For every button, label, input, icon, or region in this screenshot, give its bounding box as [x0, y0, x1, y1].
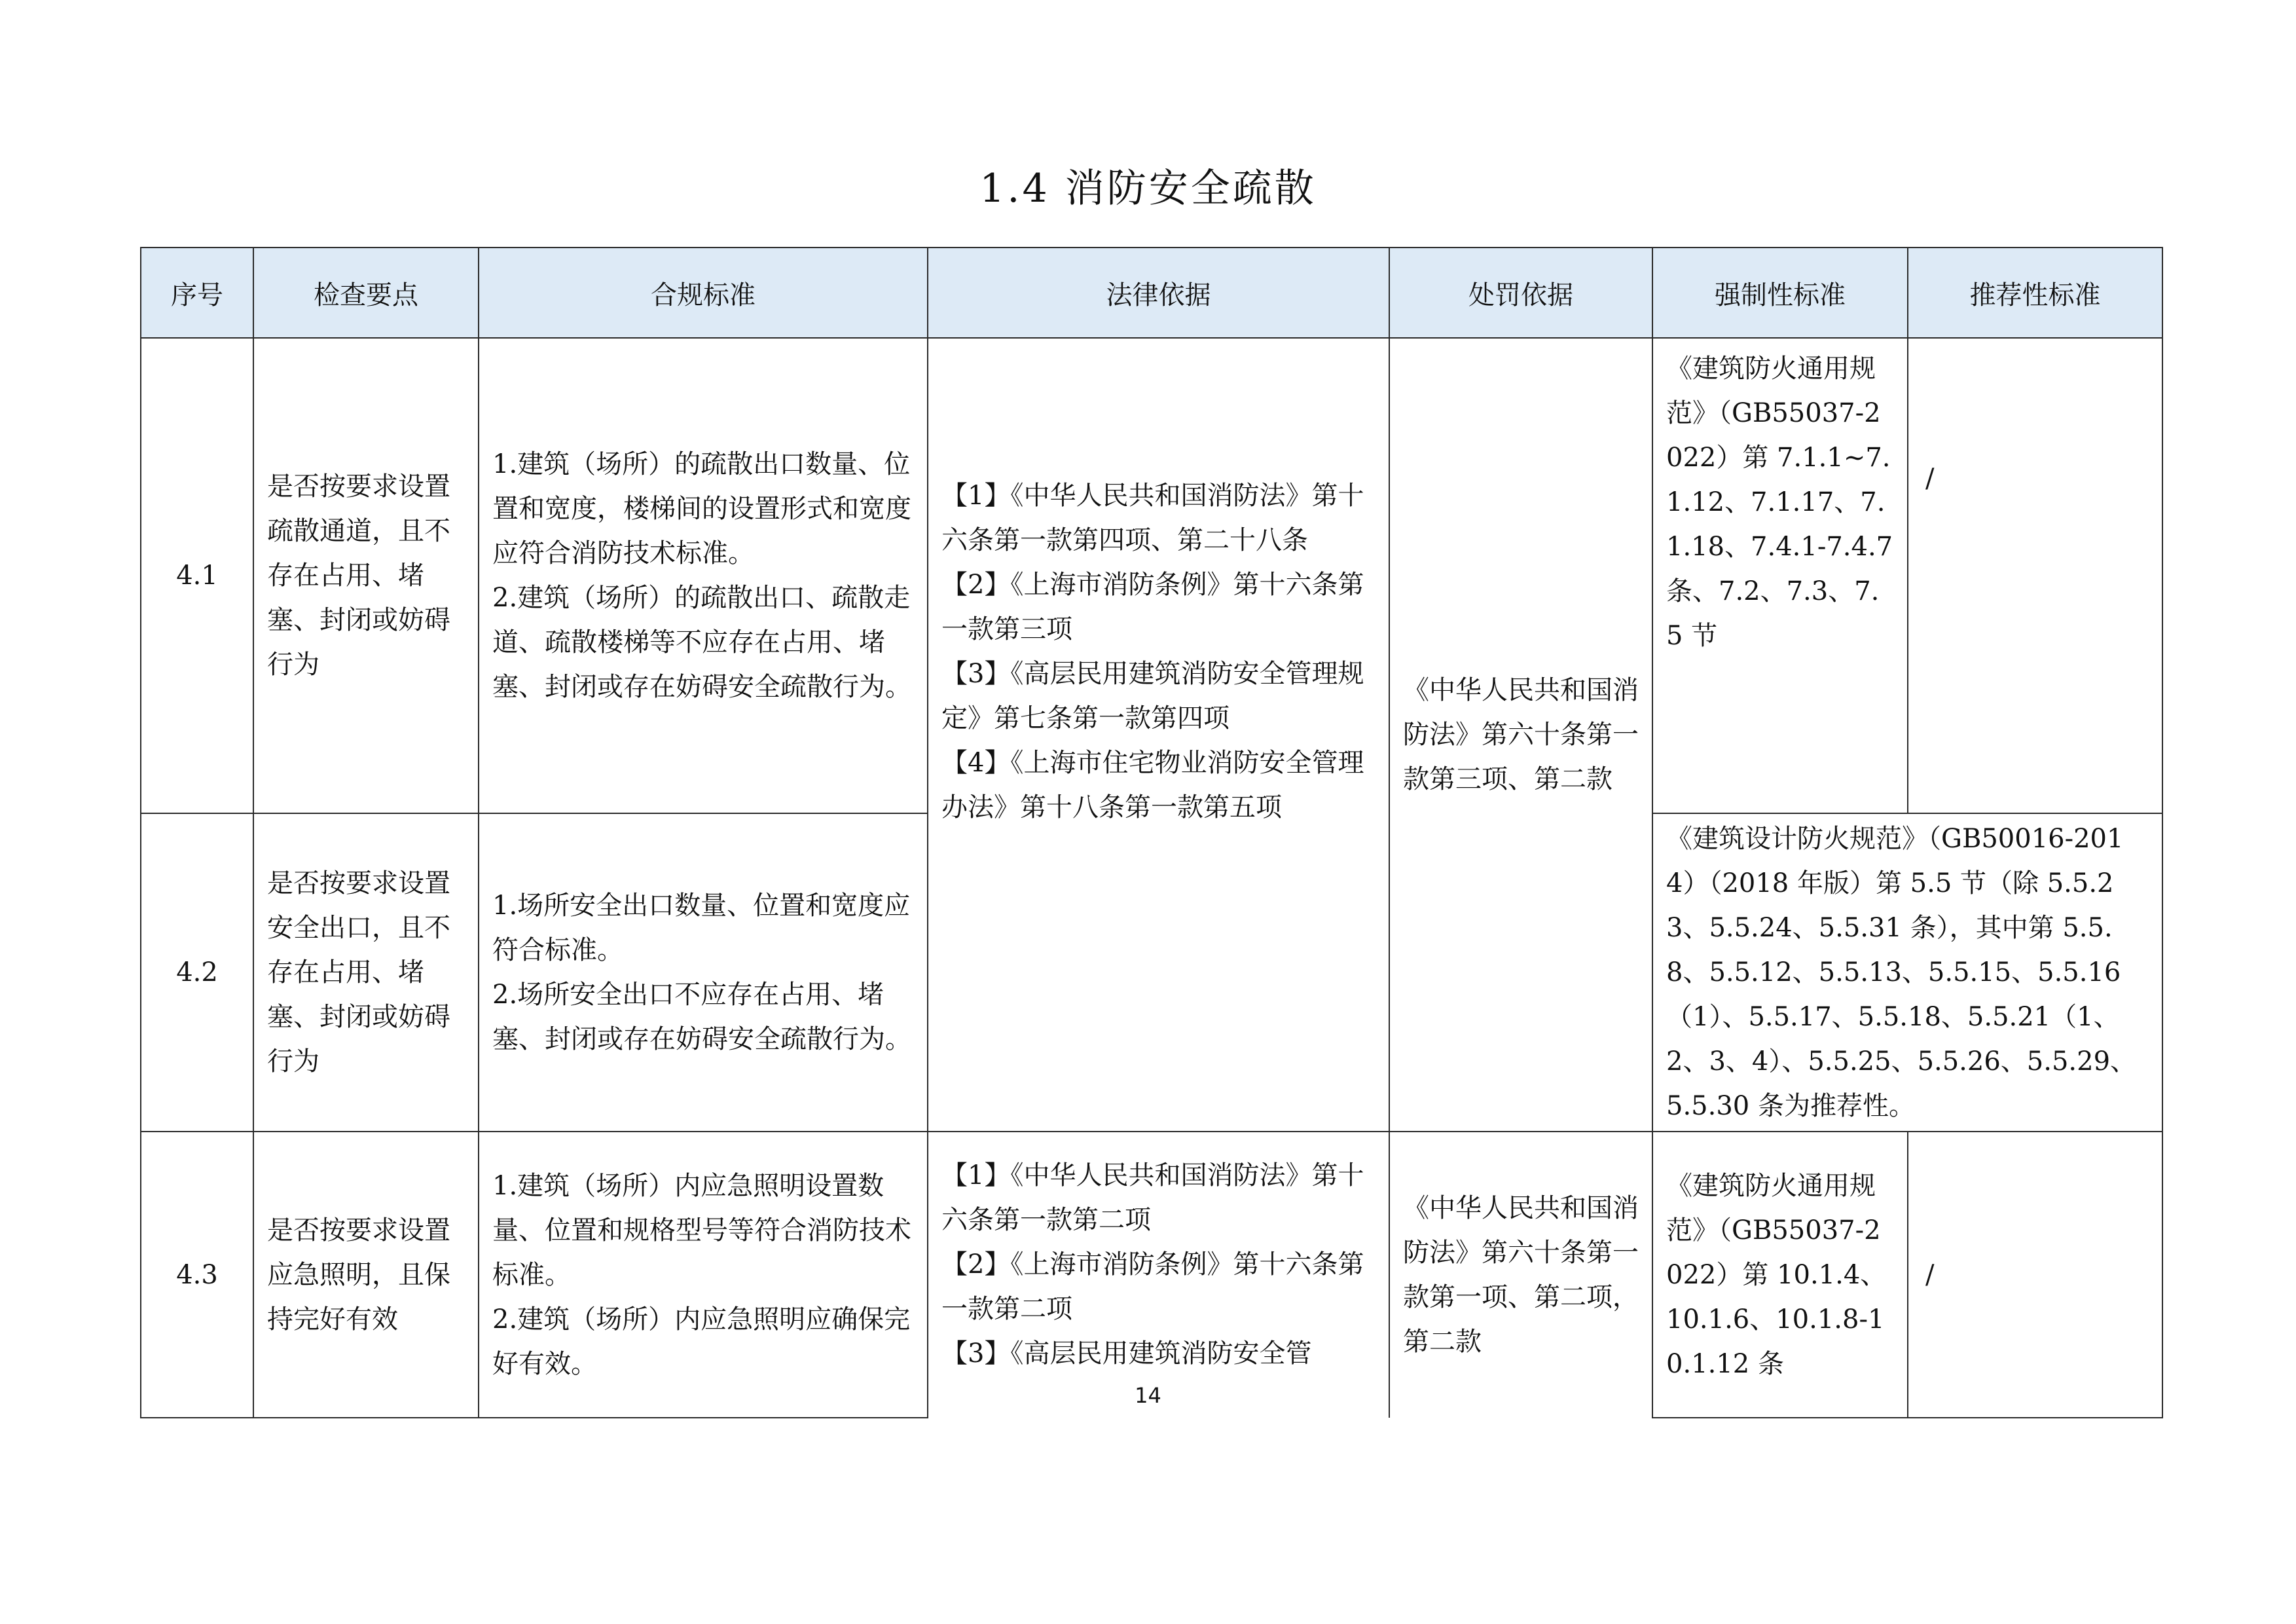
compliance-line: 2.建筑（场所）的疏散出口、疏散走道、疏散楼梯等不应存在占用、堵塞、封闭或存在妨碍安全疏散行为。 [492, 583, 911, 702]
page-title: 1.4 消防安全疏散 [979, 166, 1317, 212]
compliance-cell [479, 813, 928, 1132]
legal-basis-line: 【1】《中华人民共和国消防法》第十六条第一款第二项 [941, 1160, 1364, 1235]
mandatory-standard-cell: 《建筑防火通用规范》（GB55037-2022）第 7.1.1~7.1.12、7.1.17、7.1.18、7.4.1-7.4.7 条、7.2、7.3、7.5 节 [1652, 338, 1908, 813]
standard-merged-cell: 《建筑设计防火规范》（GB50016-2014）（2018 年版）第 5.5 节（除 5.5.23、5.5.24、5.5.31 条），其中第 5.5.8、5.5.12、5.5.13、5.5.15、5.5.16（1）、5.5.17、5.5.18、5.5.21（1、2、3、4）、5.5.25、5.5.26、5.5.29、5.5.30 条为推荐性。 [1652, 813, 2162, 1132]
compliance-cell [479, 1132, 928, 1418]
compliance-line: 2.建筑（场所）内应急照明应确保完好有效。 [492, 1304, 911, 1379]
legal-basis-line: 【3】《高层民用建筑消防安全管理规定》第七条第一款第四项 [941, 659, 1364, 733]
seq-cell: 4.2 [141, 813, 253, 1132]
compliance-line: 1.建筑（场所）内应急照明设置数量、位置和规格型号等符合消防技术标准。 [492, 1170, 911, 1290]
compliance-cell [479, 338, 928, 813]
penalty-basis-cell: 《中华人民共和国消防法》第六十条第一款第三项、第二款 [1389, 338, 1652, 1132]
legal-basis-cell [928, 338, 1389, 1132]
check-point-cell: 是否按要求设置应急照明，且保持完好有效 [253, 1132, 479, 1418]
table-row [141, 338, 2162, 813]
compliance-line: 1.场所安全出口数量、位置和宽度应符合标准。 [492, 891, 911, 965]
column-header-compliance: 合规标准 [479, 248, 928, 338]
legal-basis-line: 【1】《中华人民共和国消防法》第十六条第一款第四项、第二十八条 [941, 481, 1364, 555]
column-header-legal-basis: 法律依据 [928, 248, 1389, 338]
penalty-basis-cell: 《中华人民共和国消防法》第六十条第一款第一项、第二项，第二款 [1389, 1132, 1652, 1418]
inspection-table [140, 247, 2163, 1418]
column-header-seq: 序号 [141, 248, 253, 338]
column-header-recommended-standard: 推荐性标准 [1908, 248, 2162, 338]
column-header-check-point: 检查要点 [253, 248, 479, 338]
table-header-row [141, 248, 2162, 338]
seq-cell: 4.3 [141, 1132, 253, 1418]
mandatory-standard-cell: 《建筑防火通用规范》（GB55037-2022）第 10.1.4、10.1.6、10.1.8-10.1.12 条 [1652, 1132, 1908, 1418]
seq-cell: 4.1 [141, 338, 253, 813]
table-row [141, 1132, 2162, 1418]
compliance-line: 2.场所安全出口不应存在占用、堵塞、封闭或存在妨碍安全疏散行为。 [492, 980, 911, 1054]
legal-basis-line: 【4】《上海市住宅物业消防安全管理办法》第十八条第一款第五项 [941, 748, 1364, 822]
compliance-line: 1.建筑（场所）的疏散出口数量、位置和宽度，楼梯间的设置形式和宽度应符合消防技术标准。 [492, 449, 911, 568]
legal-basis-line: 【3】《高层民用建筑消防安全管 [941, 1338, 1312, 1369]
recommended-standard-cell: / [1908, 1132, 2162, 1418]
legal-basis-cell [928, 1132, 1389, 1418]
legal-basis-line: 【2】《上海市消防条例》第十六条第一款第二项 [941, 1249, 1364, 1324]
column-header-penalty-basis: 处罚依据 [1389, 248, 1652, 338]
column-header-mandatory-standard: 强制性标准 [1652, 248, 1908, 338]
legal-basis-line: 【2】《上海市消防条例》第十六条第一款第三项 [941, 570, 1364, 644]
page-number: 14 [1135, 1383, 1161, 1408]
check-point-cell: 是否按要求设置安全出口，且不存在占用、堵塞、封闭或妨碍行为 [253, 813, 479, 1132]
recommended-standard-cell: / [1908, 338, 2162, 813]
check-point-cell: 是否按要求设置疏散通道，且不存在占用、堵塞、封闭或妨碍行为 [253, 338, 479, 813]
